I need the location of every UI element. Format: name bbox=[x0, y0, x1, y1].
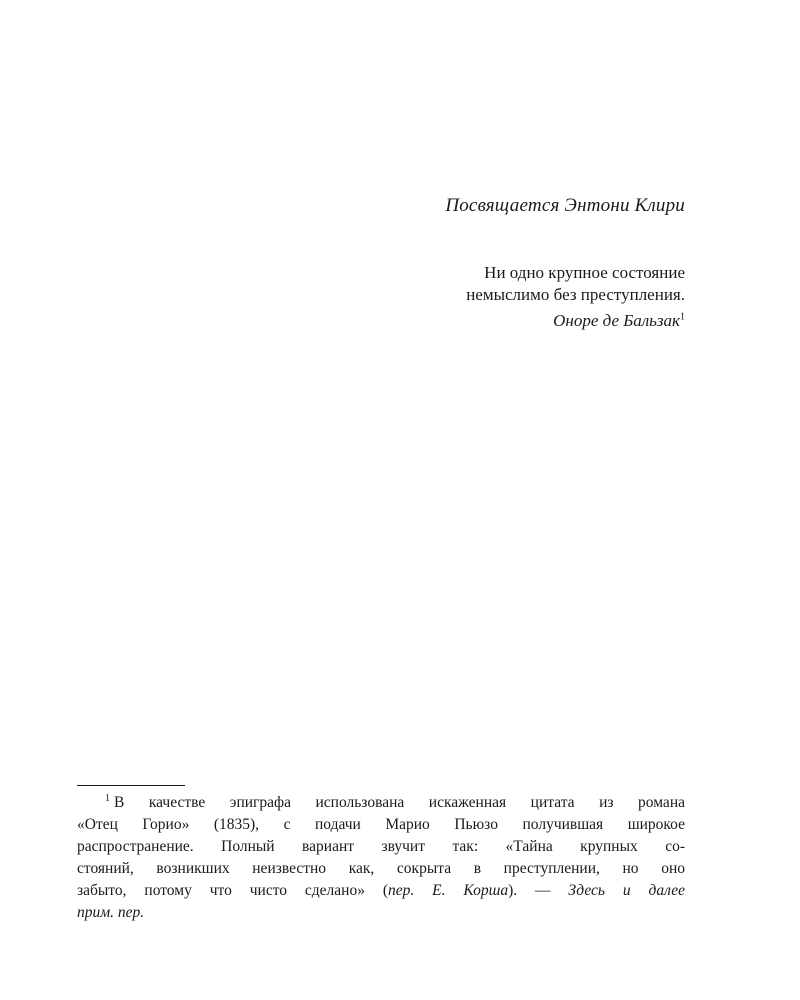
footnote-marker: 1 bbox=[105, 792, 110, 804]
footnote-text: В качестве эпиграфа использована искаженная цитата из романа bbox=[114, 794, 685, 811]
footnote-line bbox=[77, 792, 685, 814]
editor-note-end: прим. пер. bbox=[77, 904, 145, 921]
epigraph-author-name: Оноре де Бальзак bbox=[553, 311, 680, 330]
epigraph-line: немыслимо без преступления. bbox=[466, 285, 685, 304]
footnote-line bbox=[77, 880, 685, 902]
footnote-rule bbox=[77, 785, 185, 786]
footnote-line: стояний, возникших неизвестно как, сокрыта в преступлении, но оно bbox=[77, 860, 685, 877]
dedication: Посвящается Энтони Клири bbox=[445, 195, 685, 216]
epigraph bbox=[466, 262, 685, 306]
epigraph-author bbox=[553, 311, 685, 331]
footnote-text: ). — bbox=[508, 882, 569, 899]
footnote-reference[interactable]: 1 bbox=[680, 311, 685, 323]
epigraph-line: Ни одно крупное состояние bbox=[484, 263, 685, 282]
footnote-text: забыто, потому что чисто сделано» ( bbox=[77, 882, 389, 899]
footnote-line: распространение. Полный вариант звучит так: «Тайна крупных со- bbox=[77, 838, 685, 855]
footnote-line: «Отец Горио» (1835), с подачи Марио Пьюзо получившая широкое bbox=[77, 816, 685, 833]
footnote bbox=[77, 792, 685, 924]
editor-note: Здесь и далее bbox=[568, 882, 685, 899]
translator-credit: пер. Е. Корша bbox=[388, 882, 509, 899]
